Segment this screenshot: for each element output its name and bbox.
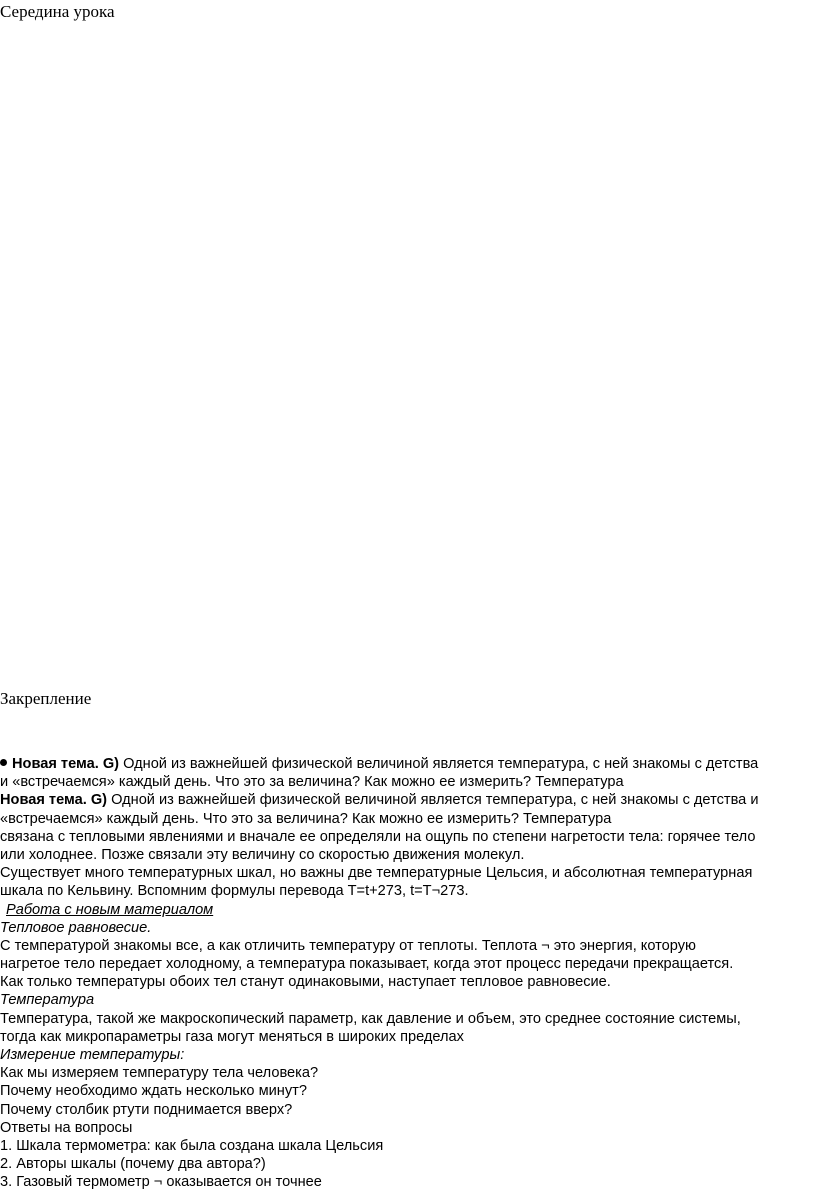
bullet-icon (0, 759, 7, 766)
question-item: Как мы измеряем температуру тела человека? (0, 1065, 319, 1082)
section-heading-line (0, 901, 816, 919)
answer-item: 3. Газовый термометр ¬ оказывается он точнее (0, 1174, 322, 1191)
paragraph-line: Температура, такой же макроскопический параметр, как давление и объем, это среднее состояние системы, (0, 1010, 741, 1027)
measurement-heading: Измерение температуры: (0, 1047, 185, 1063)
paragraph-line: Как только температуры обоих тел станут одинаковыми, наступает тепловое равновесие. (0, 974, 611, 991)
answer-item: 1. Шкала термометра: как была создана шкала Цельсия (0, 1137, 384, 1154)
paragraph-line: тогда как микропараметры газа могут меняться в широких пределах (0, 1028, 464, 1045)
new-topic-label: Новая тема. G) (12, 756, 120, 772)
new-topic-label: Новая тема. G) (0, 792, 108, 809)
paragraph-text: Одной из важнейшей физической величиной является температура, с ней знакомы с детства (119, 756, 759, 772)
question-item: Почему столбик ртути поднимается вверх? (0, 1101, 293, 1118)
answer-item: 2. Авторы шкалы (почему два автора?) (0, 1156, 266, 1173)
paragraph-line: С температурой знакомы все, а как отличить температуру от теплоты. Теплота ¬ это энергия, которую (0, 937, 696, 954)
paragraph-line: или холоднее. Позже связали эту величину со скоростью движения молекул. (0, 846, 525, 863)
paragraph-line: «встречаемся» каждый день. Что это за величина? Как можно ее измерить? Температура (0, 810, 612, 827)
paragraph-line: связана с тепловыми явлениями и вначале ее определяли на ощупь по степени нагретости тела: горячее тело (0, 828, 756, 845)
document-body (0, 755, 816, 1192)
heading-middle-of-lesson: Середина урока (0, 2, 115, 21)
paragraph-line: шкала по Кельвину. Вспомним формулы перевода Т=t+273, t=T¬273. (0, 883, 469, 900)
work-heading: Работа с новым материалом (6, 901, 214, 918)
paragraph-text: Одной из важнейшей физической величиной является температура, с ней знакомы с детства и (107, 792, 759, 809)
answers-heading: Ответы на вопросы (0, 1119, 133, 1136)
equilibrium-heading: Тепловое равновесие. (0, 919, 152, 936)
paragraph-line (0, 755, 816, 773)
paragraph-line: нагретое тело передает холодному, а температура показывает, когда этот процесс передачи прекращается. (0, 956, 734, 973)
paragraph-line: и «встречаемся» каждый день. Что это за величина? Как можно ее измерить? Температура (0, 774, 624, 791)
paragraph-line: Существует много температурных шкал, но важны две температурные Цельсия, и абсолютная температурная (0, 865, 753, 882)
temperature-heading: Температура (0, 992, 95, 1009)
heading-reinforcement: Закрепление (0, 689, 92, 708)
question-item: Почему необходимо ждать несколько минут? (0, 1083, 307, 1100)
paragraph-line (0, 791, 816, 809)
